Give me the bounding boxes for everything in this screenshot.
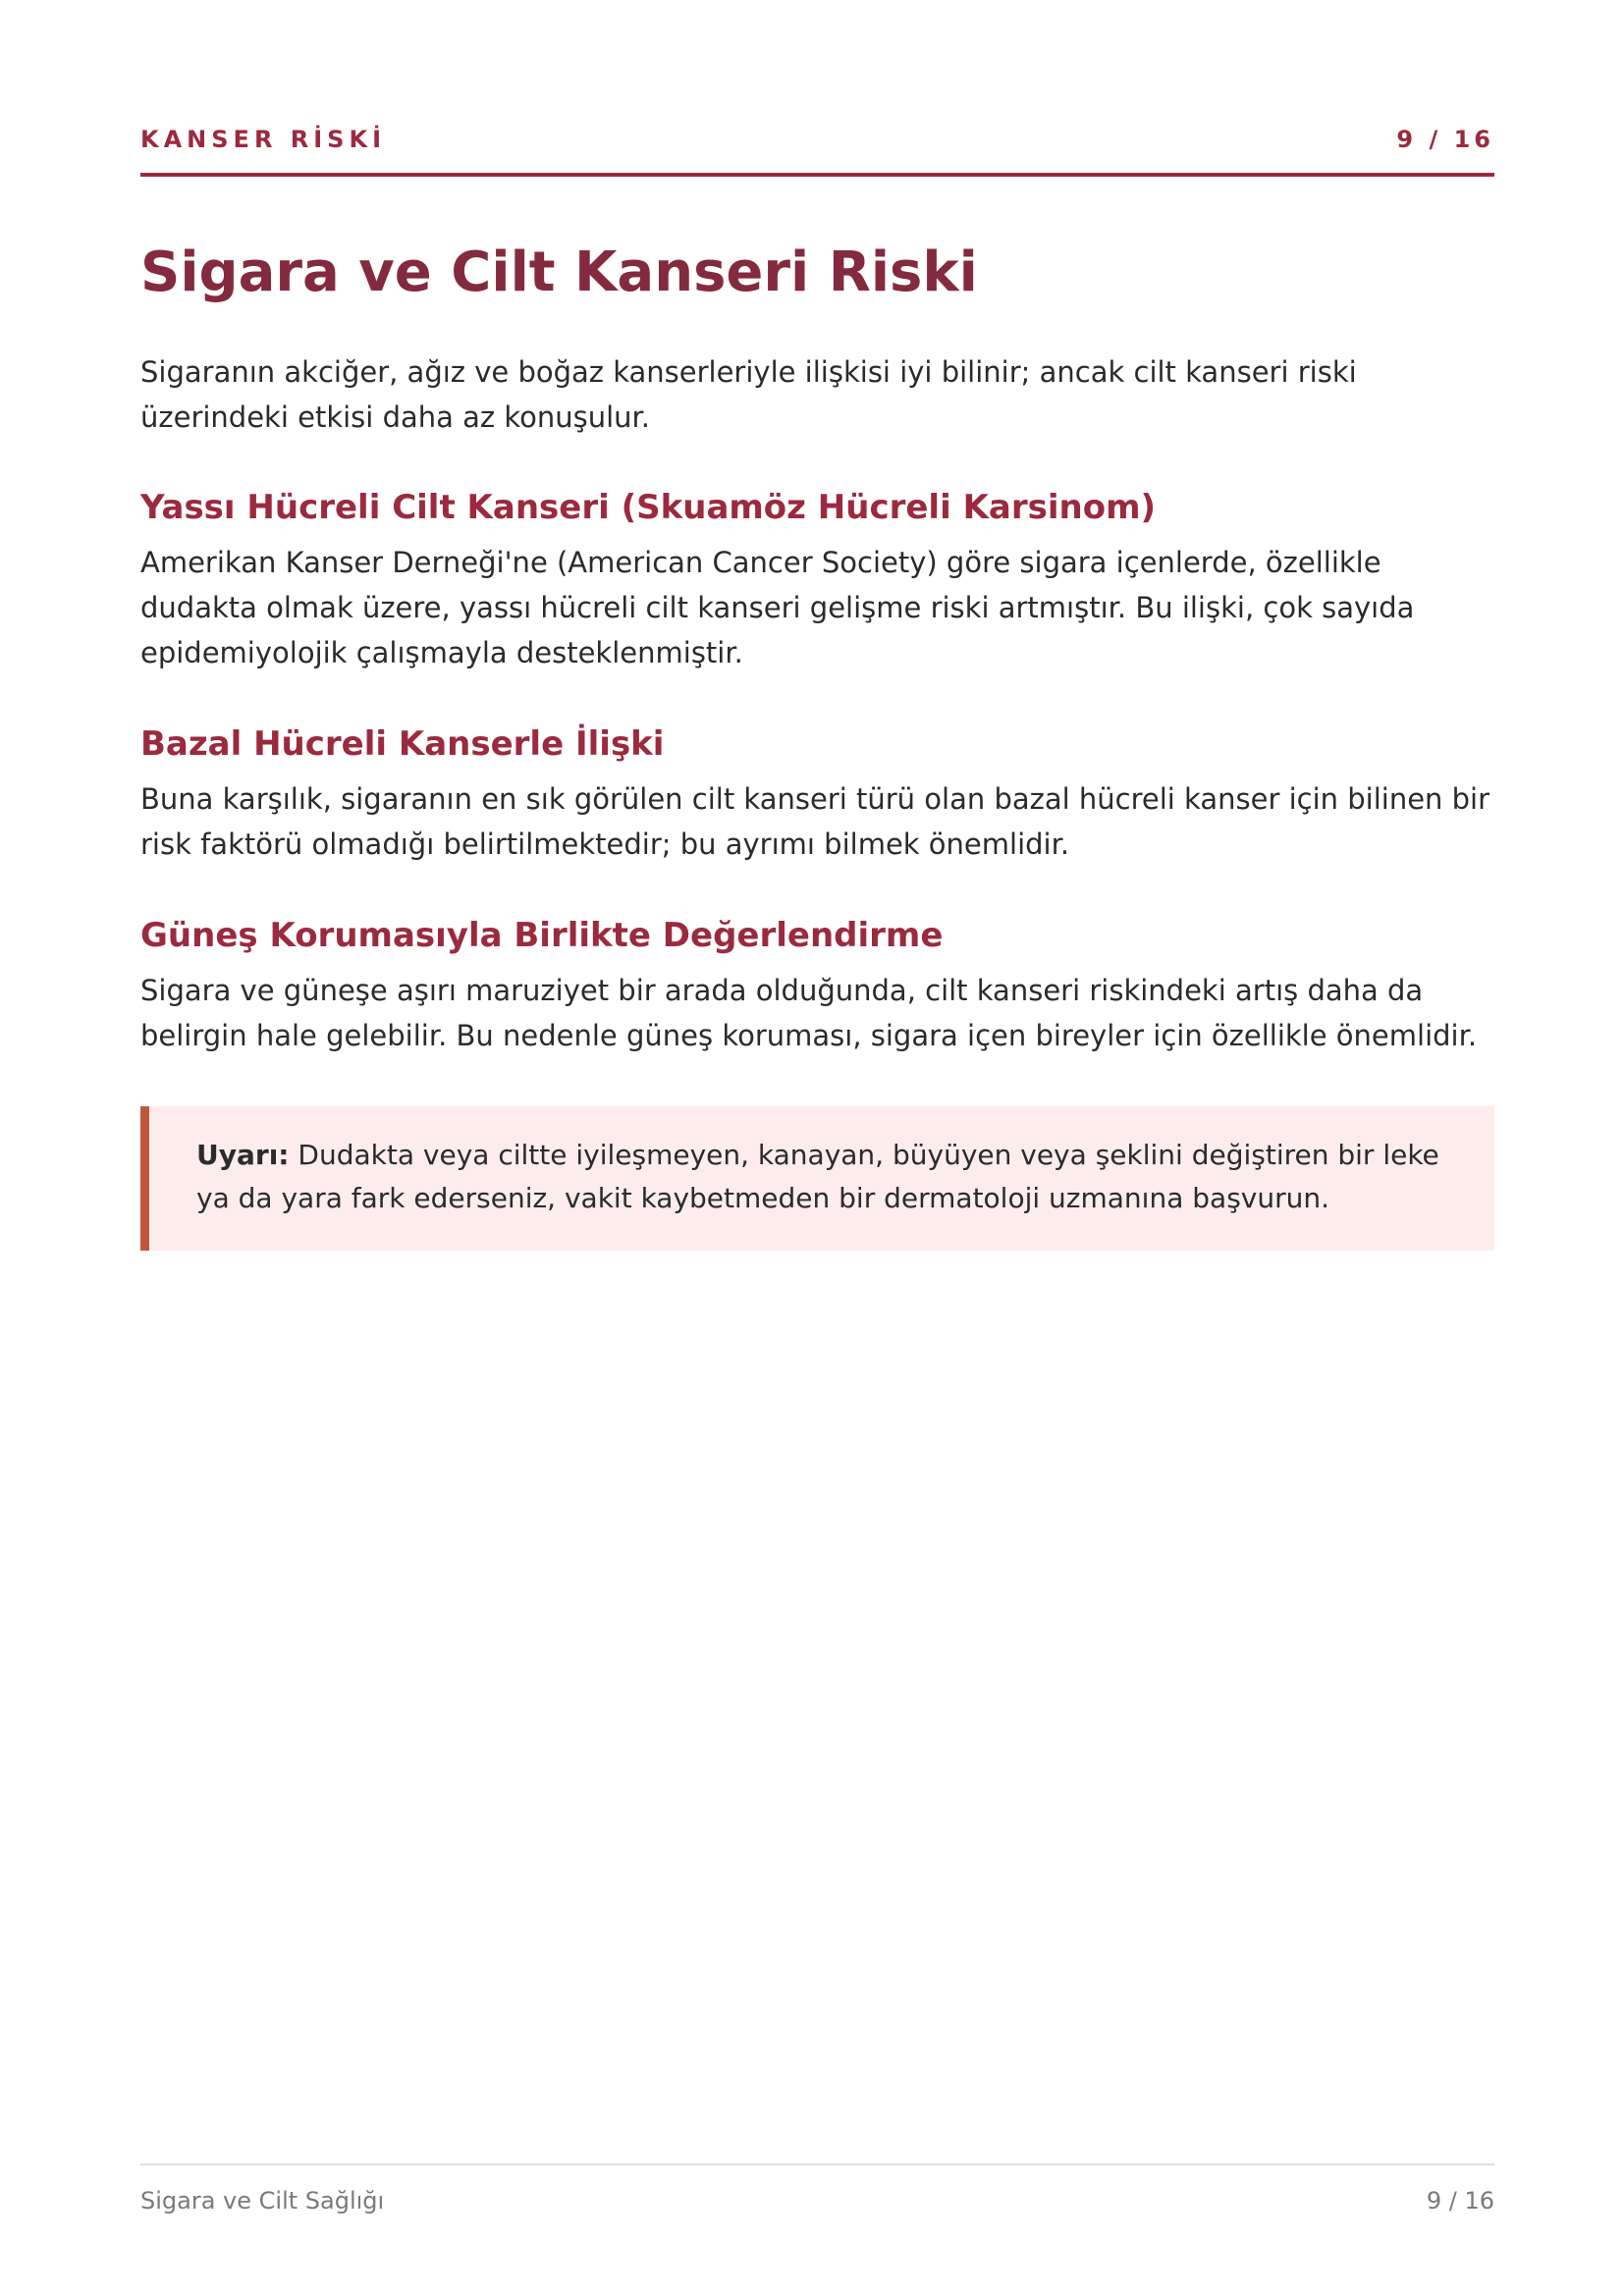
section-sun-protection (140, 913, 1494, 1058)
section-heading: Bazal Hücreli Kanserle İlişki (140, 724, 665, 764)
section-body: Buna karşılık, sigaranın en sık görülen cilt kanseri türü olan bazal hücreli kanser için bilinen bir risk faktörü olmadığı belirtilmektedir; bu ayrımı bilmek önemlidir. (140, 782, 1490, 861)
footer-title: Sigara ve Cilt Sağlığı (140, 2187, 385, 2215)
section-body: Sigara ve güneşe aşırı maruziyet bir arada olduğunda, cilt kanseri riskindeki artış daha da belirgin hale gelebilir. Bu nedenle güneş koruması, sigara içen bireyler için özellikle önemlidir. (140, 974, 1478, 1052)
section-label: KANSER RİSKİ (140, 126, 386, 153)
section-heading: Güneş Korumasıyla Birlikte Değerlendirme (140, 916, 944, 955)
intro-paragraph: Sigaranın akciğer, ağız ve boğaz kanserleriyle ilişkisi iyi bilinir; ancak cilt kanseri riski üzerindeki etkisi daha az konuşulur. (140, 355, 1357, 434)
warning-callout (140, 1106, 1494, 1251)
warning-label: Uyarı: (196, 1139, 290, 1171)
running-footer (140, 2163, 1494, 2215)
section-squamous-cell (140, 485, 1494, 675)
section-body: Amerikan Kanser Derneği'ne (American Cancer Society) göre sigara içenlerde, özellikle dudakta olmak üzere, yassı hücreli cilt kanseri gelişme riski artmıştır. Bu ilişki, çok sayıda epidemiyolojik çalışmayla desteklenmiştir. (140, 546, 1415, 669)
document-page (140, 0, 1494, 2296)
section-heading: Yassı Hücreli Cilt Kanseri (Skuamöz Hücreli Karsinom) (140, 488, 1157, 527)
running-header (140, 120, 1494, 177)
warning-body: Dudakta veya ciltte iyileşmeyen, kanayan, büyüyen veya şeklini değiştiren bir leke ya da yara fark ederseniz, vakit kaybetmeden bir dermatoloji uzmanına başvurun. (196, 1139, 1439, 1214)
page-title: Sigara ve Cilt Kanseri Riski (140, 240, 978, 304)
header-page-indicator: 9 / 16 (1396, 126, 1494, 153)
footer-page-indicator: 9 / 16 (1426, 2187, 1494, 2215)
section-basal-cell (140, 721, 1494, 867)
warning-text (196, 1134, 1455, 1220)
